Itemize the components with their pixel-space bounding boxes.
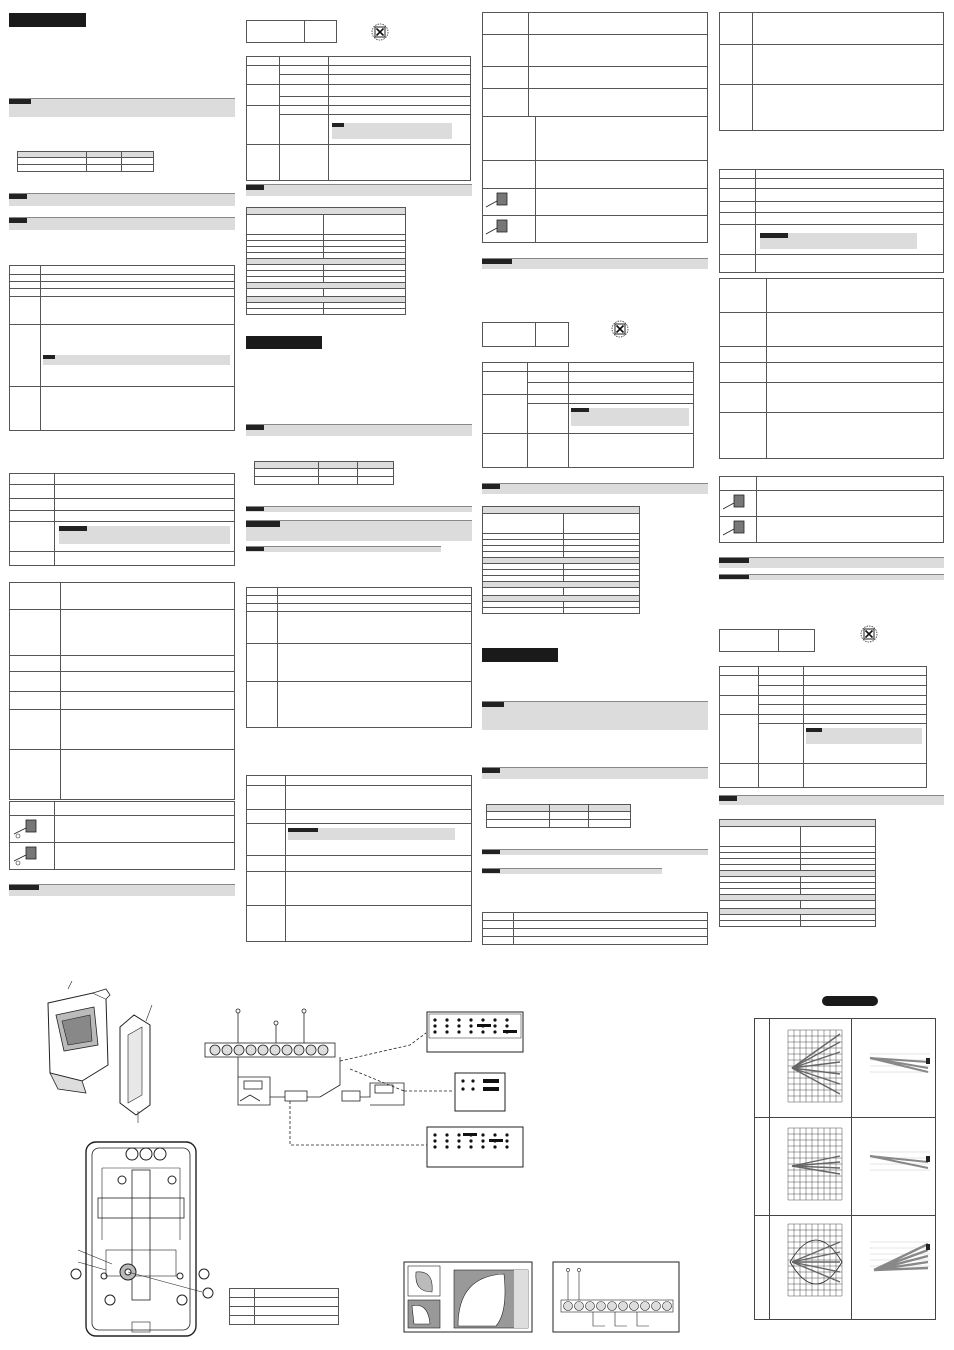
close-icon xyxy=(860,625,878,643)
spec-table-small-2 xyxy=(254,461,394,485)
detection-grid-top-view-1 xyxy=(786,1028,844,1106)
note-bar xyxy=(246,506,472,512)
detection-side-view-3 xyxy=(868,1236,934,1276)
mode-table-2 xyxy=(482,362,694,468)
detection-side-view-1 xyxy=(868,1048,932,1080)
note-bar xyxy=(482,868,662,874)
dip-switch-panel-3 xyxy=(427,1127,523,1169)
sensor-device-icon xyxy=(10,816,55,843)
detection-side-view-2 xyxy=(868,1146,932,1178)
note-bar xyxy=(719,574,944,580)
mode-table-3 xyxy=(719,666,927,788)
settings-table-1 xyxy=(9,265,235,431)
note-bar xyxy=(9,884,235,896)
note-bar xyxy=(9,98,235,117)
sensor-device-icon xyxy=(483,189,536,216)
dip-switch-panel-2 xyxy=(455,1073,505,1113)
close-icon xyxy=(611,320,629,338)
note-bar xyxy=(482,258,708,269)
settings-table-9 xyxy=(719,12,944,131)
settings-table-7 xyxy=(482,116,708,243)
settings-table-5 xyxy=(246,775,472,942)
settings-table-6 xyxy=(482,12,708,117)
detection-grid-top-view-3 xyxy=(786,1222,844,1302)
settings-table-8 xyxy=(482,912,708,945)
note-bar xyxy=(246,520,472,541)
sensor-perspective-drawing xyxy=(38,985,168,1125)
settings-table-3 xyxy=(9,582,235,800)
sensor-device-icon xyxy=(720,491,757,517)
note-bar xyxy=(246,424,472,436)
close-icon xyxy=(371,23,389,41)
settings-table-2 xyxy=(9,473,235,566)
dip-switch-panel-1 xyxy=(427,1012,523,1054)
dip-box xyxy=(246,20,337,43)
note-bar xyxy=(9,217,235,230)
mode-table-1 xyxy=(246,56,471,181)
section-header-black xyxy=(246,336,322,349)
note-bar xyxy=(719,795,944,805)
housing-back-drawing xyxy=(62,1140,212,1340)
switch-table-2 xyxy=(719,476,944,543)
lens-pattern-panel xyxy=(404,1262,534,1334)
dip-box-3 xyxy=(719,629,815,652)
note-bar xyxy=(719,557,944,568)
spec-table-small-3 xyxy=(486,804,631,828)
sensor-device-icon xyxy=(483,216,536,243)
dip-box-2 xyxy=(482,322,569,347)
section-header-black xyxy=(482,648,558,662)
note-bar xyxy=(482,849,708,855)
sensor-device-icon xyxy=(10,843,55,870)
settings-table-10 xyxy=(719,169,944,273)
detection-pattern-header xyxy=(822,996,878,1006)
settings-table-4 xyxy=(246,587,472,728)
specifications-table-3 xyxy=(719,819,876,927)
section-header-black xyxy=(9,13,86,27)
terminal-table xyxy=(229,1288,339,1325)
detection-grid-top-view-2 xyxy=(786,1126,844,1204)
terminal-strip-panel xyxy=(553,1262,681,1334)
note-bar xyxy=(482,483,708,494)
note-bar xyxy=(246,546,441,552)
switch-table-1 xyxy=(9,801,235,870)
specifications-table-1 xyxy=(246,207,406,315)
sensor-device-icon xyxy=(720,517,757,543)
note-bar xyxy=(9,193,235,206)
note-bar xyxy=(482,767,708,779)
note-bar xyxy=(482,701,708,730)
settings-table-11 xyxy=(719,278,944,459)
spec-table-small xyxy=(17,151,154,172)
specifications-table-2 xyxy=(482,506,640,614)
note-bar xyxy=(246,184,472,196)
